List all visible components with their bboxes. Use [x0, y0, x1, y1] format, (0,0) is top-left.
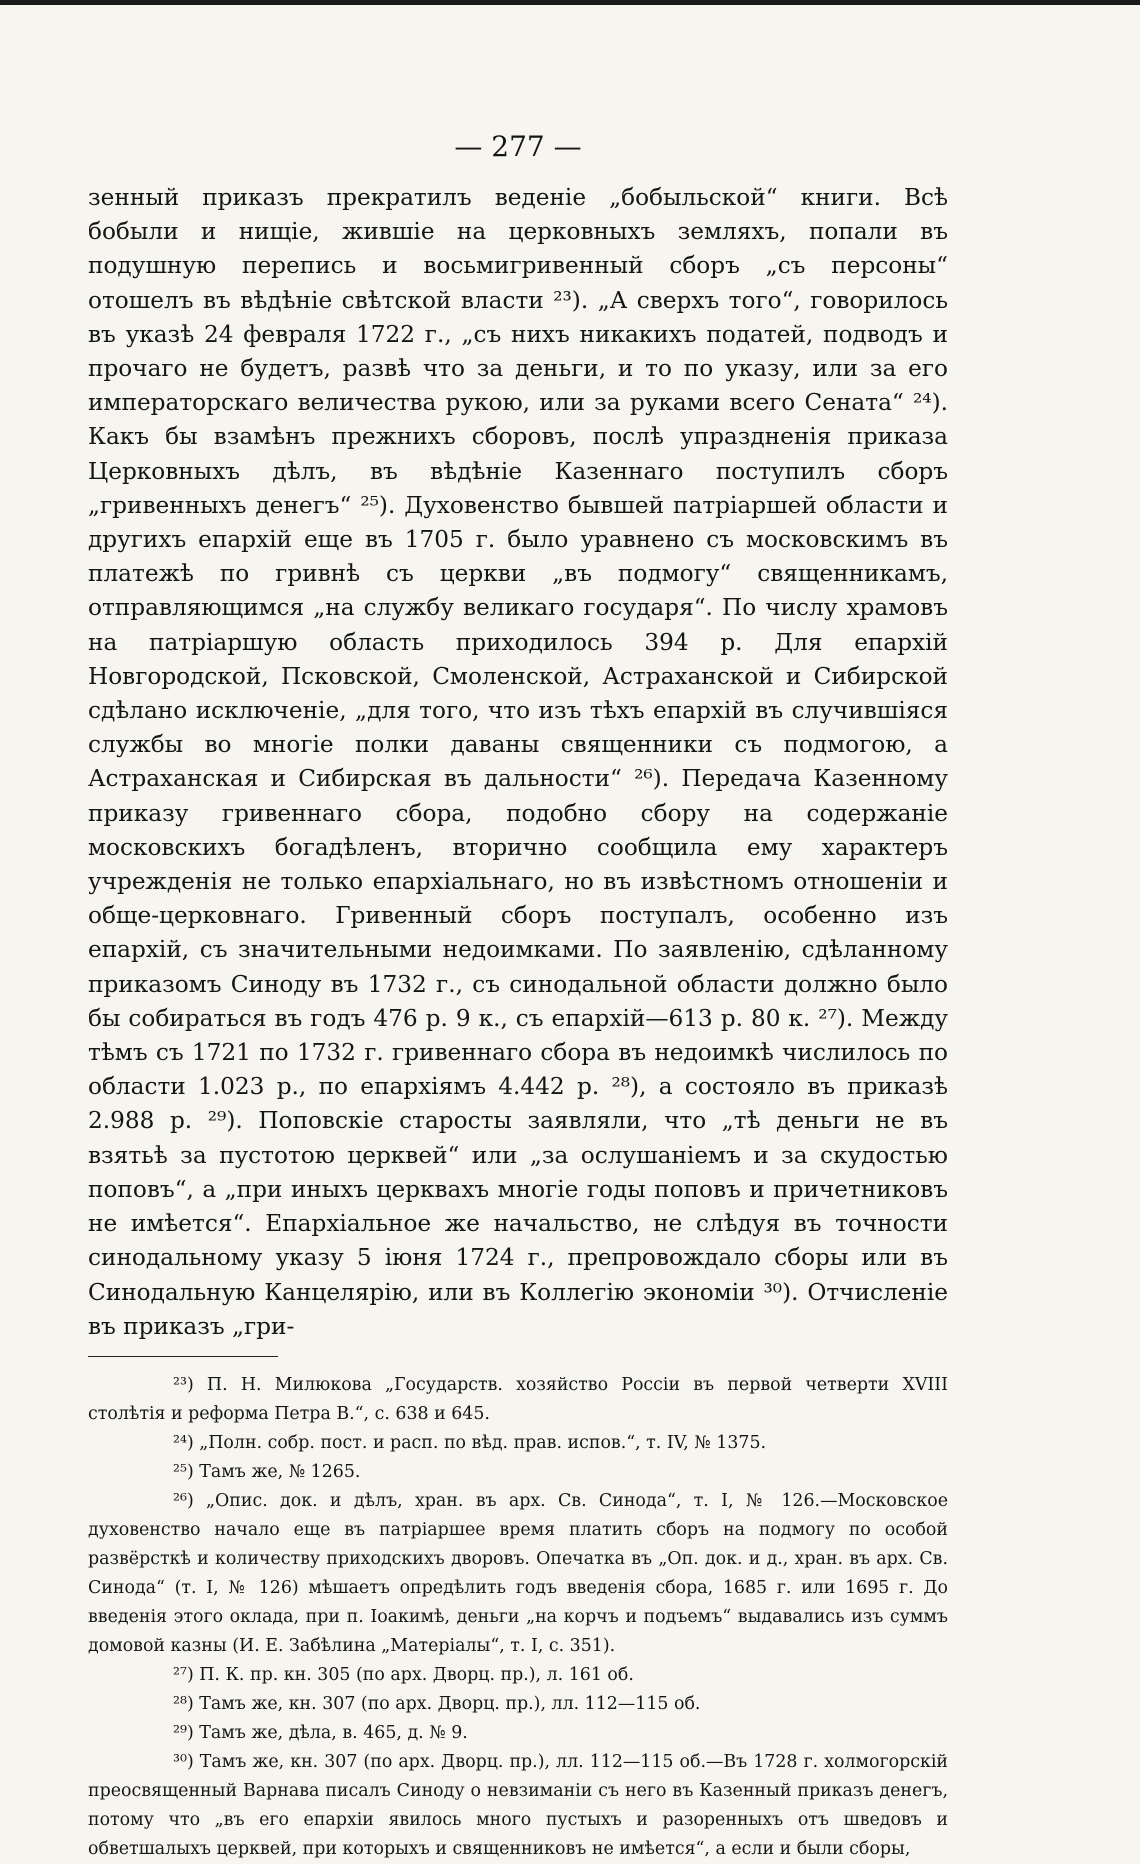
footnote-26: ²⁶) „Опис. док. и дѣлъ, хран. въ арх. Св. Синода“, т. I, № 126.—Московское духовенство начало еще въ патріаршее время платить сборъ на подмогу по особой развёрсткѣ и количеству приходскихъ дворовъ. Опечатка въ „Оп. док. и д., хран. въ арх. Св. Синода“ (т. I, № 126) мѣшаетъ опредѣлить годъ введенія сбора, 1685 г. или 1695 г. До введенія этого оклада, при п. Іоакимѣ, деньги „на корчъ и подъемъ“ выдавались изъ суммъ домовой казны (И. Е. Забѣлина „Матеріалы“, т. I, с. 351).: [88, 1490, 948, 1656]
main-text: [88, 181, 948, 1344]
footnote-25: ²⁵) Тамъ же, № 1265.: [173, 1461, 361, 1482]
footnote-30: ³⁰) Тамъ же, кн. 307 (по арх. Дворц. пр.), лл. 112—115 об.—Въ 1728 г. холмогорскій преосвященный Варнава писалъ Синоду о невзиманіи съ него въ Казенный приказъ денегъ, потому что „въ его епархіи явилось много пустыхъ и разоренныхъ отъ шведовъ и обветшалыхъ церквей, при которыхъ и священниковъ не имѣется“, а если и были сборы,: [88, 1751, 948, 1859]
footnote-29: ²⁹) Тамъ же, дѣла, в. 465, д. № 9.: [173, 1722, 468, 1743]
book-page: [88, 100, 948, 1864]
footnote-27: ²⁷) П. К. пр. кн. 305 (по арх. Дворц. пр.), л. 161 об.: [173, 1664, 634, 1685]
footnotes: [88, 1371, 948, 1864]
footnote-24: ²⁴) „Полн. собр. пост. и расп. по вѣд. прав. испов.“, т. IV, № 1375.: [173, 1432, 767, 1453]
footnote-separator: [88, 1356, 278, 1357]
body-paragraph: зенный приказъ прекратилъ веденіе „бобыльской“ книги. Всѣ бобыли и нищіе, жившіе на церковныхъ земляхъ, попали въ подушную перепись и восьмигривенный сборъ „съ персоны“ отошелъ въ вѣдѣніе свѣтской власти ²³). „А сверхъ того“, говорилось въ указѣ 24 февраля 1722 г., „съ нихъ никакихъ податей, подводъ и прочаго не будетъ, развѣ что за деньги, и то по указу, или за его императорскаго величества рукою, или за руками всего Сената“ ²⁴). Какъ бы взамѣнъ прежнихъ сборовъ, послѣ упраздненія приказа Церковныхъ дѣлъ, въ вѣдѣніе Казеннаго поступилъ сборъ „гривенныхъ денегъ“ ²⁵). Духовенство бывшей патріаршей области и другихъ епархій еще въ 1705 г. было уравнено съ московскимъ въ платежѣ по гривнѣ съ церкви „въ подмогу“ священникамъ, отправляющимся „на службу великаго государя“. По числу храмовъ на патріаршую область приходилось 394 р. Для епархій Новгородской, Псковской, Смоленской, Астраханской и Сибирской сдѣлано исключеніе, „для того, что изъ тѣхъ епархій въ случившіяся службы во многіе полки даваны священники съ подмогою, а Астраханская и Сибирская въ дальности“ ²⁶). Передача Казенному приказу гривеннаго сбора, подобно сбору на содержаніе московскихъ богадѣленъ, вторично сообщила ему характеръ учрежденія не только епархіальнаго, но въ извѣстномъ отношеніи и обще-церковнаго. Гривенный сборъ поступалъ, особенно изъ епархій, съ значительными недоимками. По заявленію, сдѣланному приказомъ Синоду въ 1732 г., съ синодальной области должно было бы собираться въ годъ 476 р. 9 к., съ епархій—613 р. 80 к. ²⁷). Между тѣмъ съ 1721 по 1732 г. гривеннаго сбора въ недоимкѣ числилось по области 1.023 р., по епархіямъ 4.442 р. ²⁸), а состояло въ приказѣ 2.988 р. ²⁹). Поповскіе старосты заявляли, что „тѣ деньги не въ взятьѣ за пустотою церквей“ или „за ослушаніемъ и за скудостью поповъ“, а „при иныхъ церквахъ многіе годы поповъ и причетниковъ не имѣется“. Епархіальное же начальство, не слѣдуя въ точности синодальному указу 5 іюня 1724 г., препровождало сборы или въ Синодальную Канцелярію, или въ Коллегію экономіи ³⁰). Отчисленіе въ приказъ „гри-: [88, 184, 948, 1340]
footnote-28: ²⁸) Тамъ же, кн. 307 (по арх. Дворц. пр.), лл. 112—115 об.: [173, 1693, 701, 1714]
page-number: — 277 —: [454, 130, 582, 163]
footnote-23: ²³) П. Н. Милюкова „Государств. хозяйство Россіи въ первой четверти XVIII столѣтія и реформа Петра В.“, с. 638 и 645.: [88, 1374, 948, 1424]
scan-edge: [0, 0, 1140, 5]
